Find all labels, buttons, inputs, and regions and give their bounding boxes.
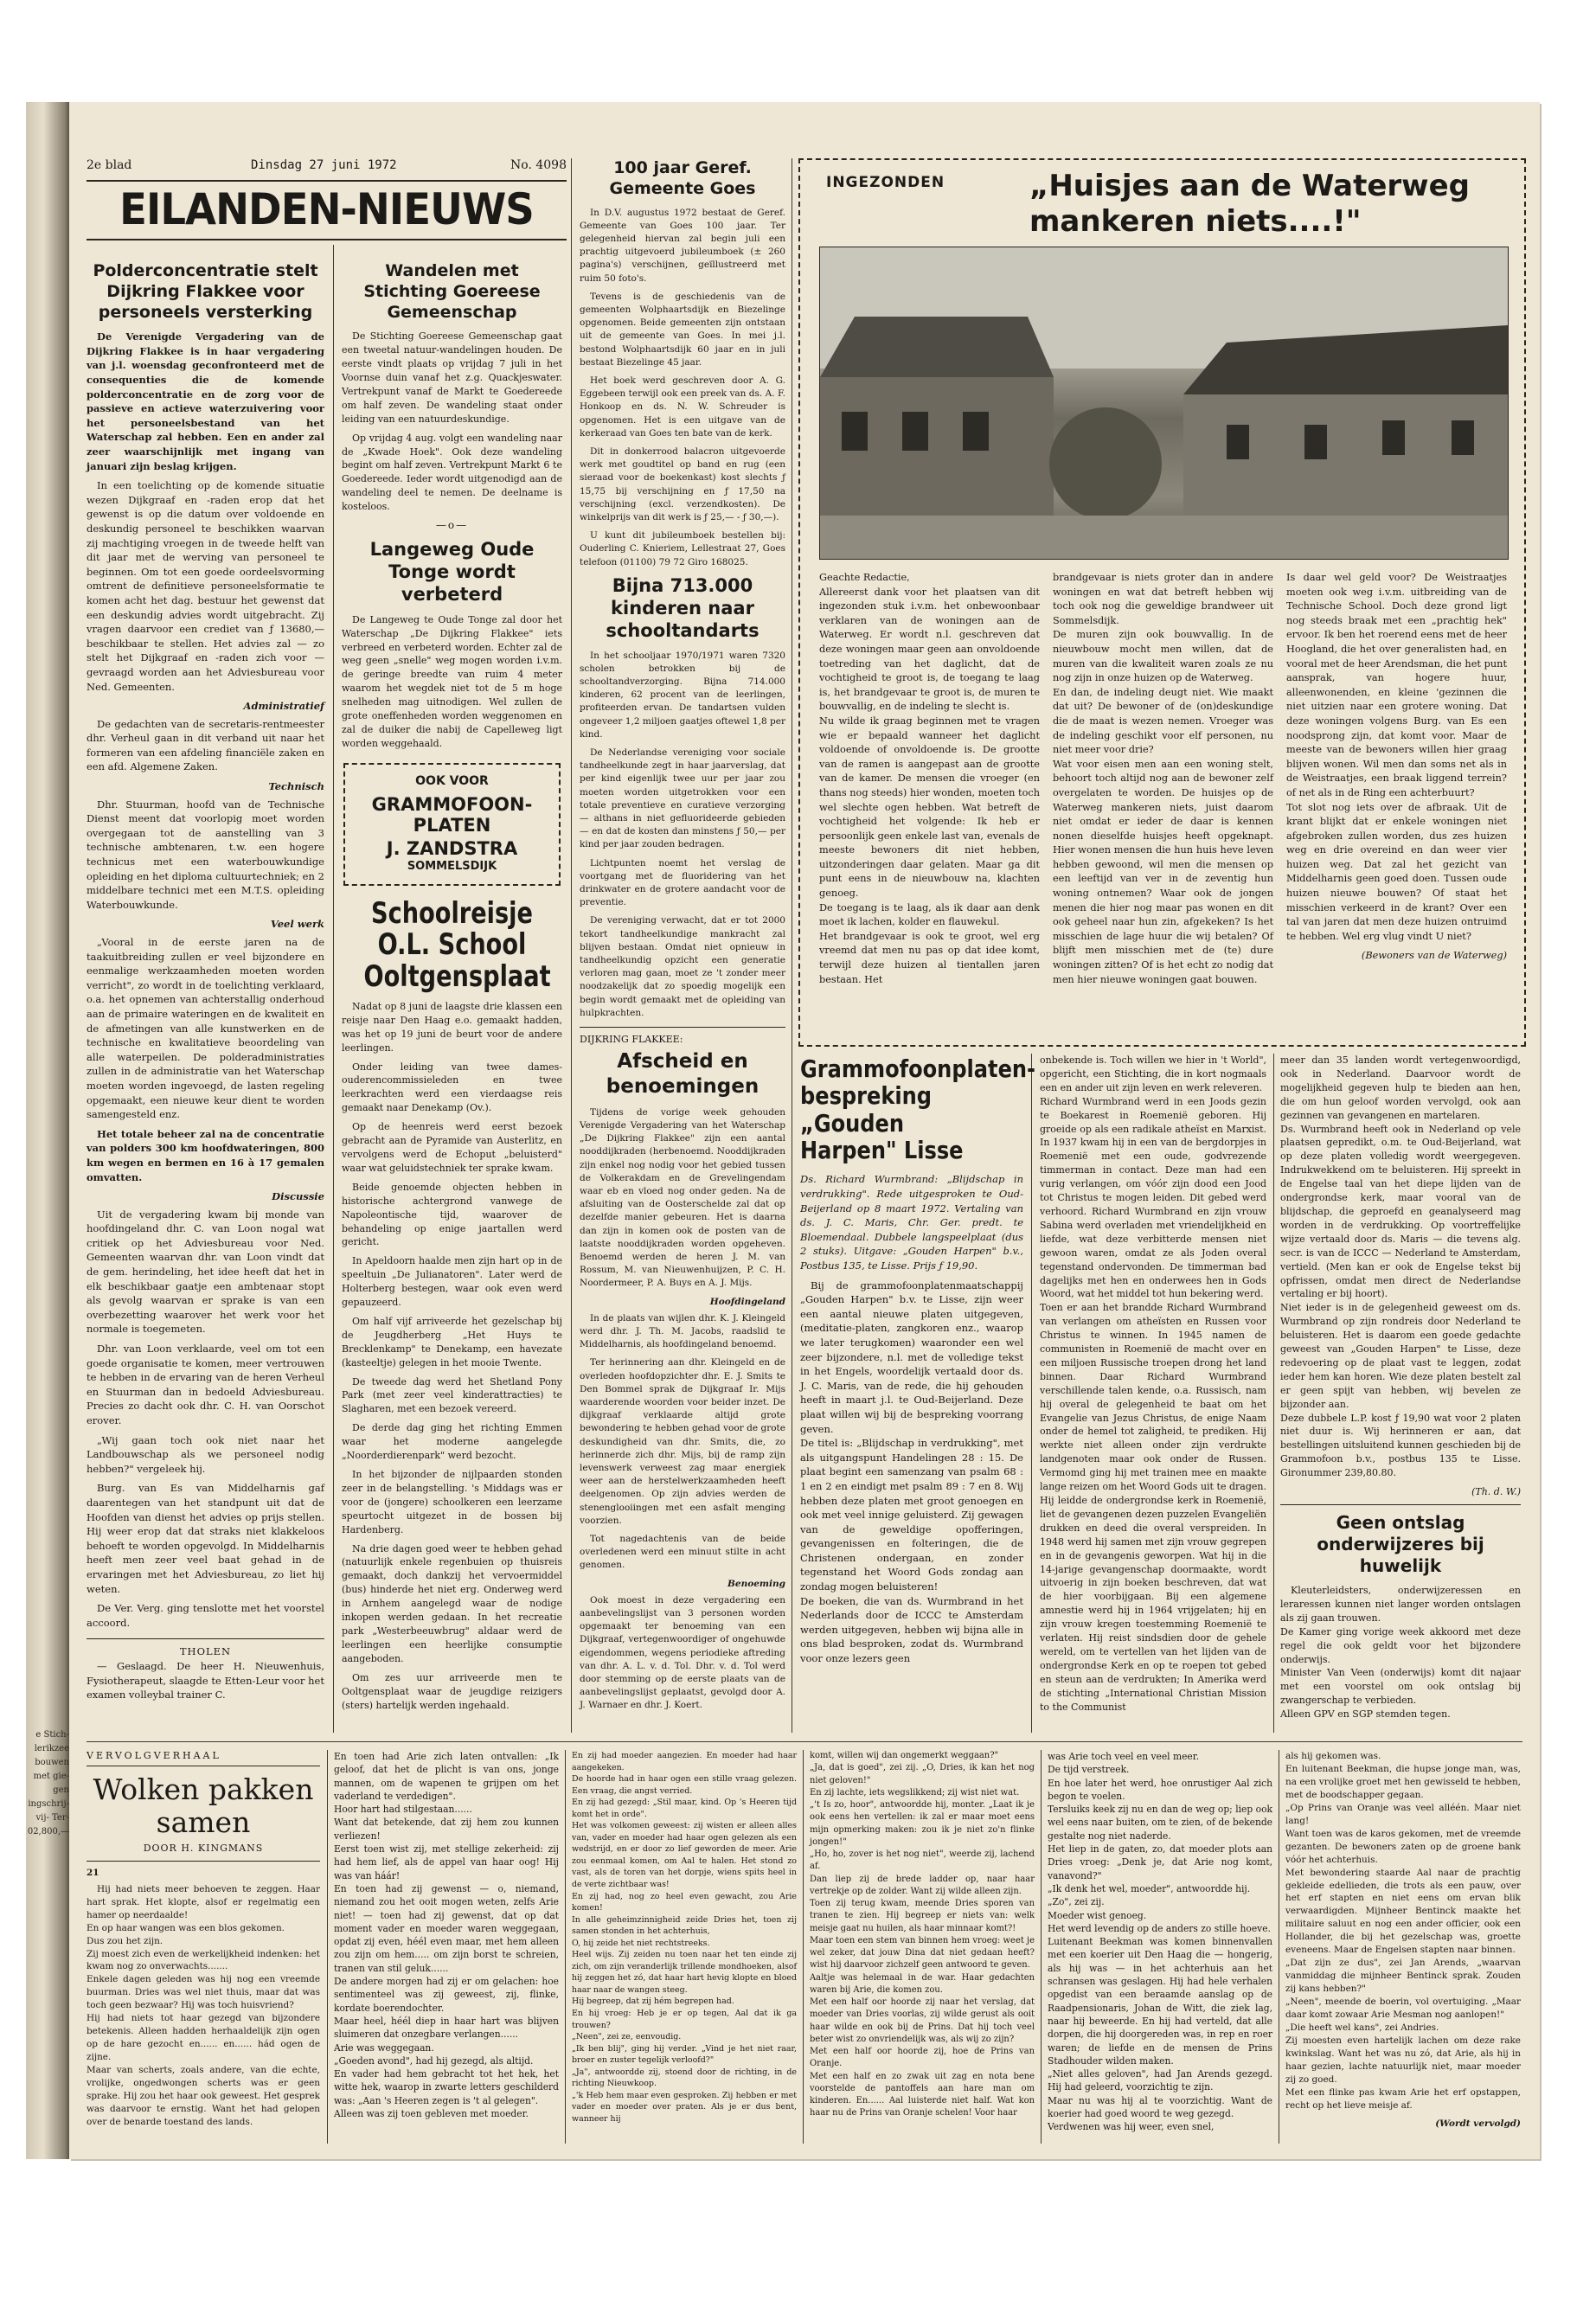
column-rule [327,1750,328,2144]
headline-grammofoon: Grammofoonplaten-bespreking „Gouden Harpen" Lisse [800,1054,1036,1165]
article-paragraph: Tijdens de vorige week gehouden Verenigde Vergadering van het Waterschap „De Dijkring Flakkee" zijn een aantal nooddijkraden (herbenoemd. Nooddijkraden zijn enkel nog nodig voor het gebied tussen de Volkerakdam en de Grevelingendam waar eb en vloed nog onder geden. Na de afsluiting van de Oosterschelde zal dat op dezelfde manier gebeuren. Het is daarna dan zijn in komen ook de posten van de laatste nooddijkraden worden opgeheven. Benoemd werden de heren J. M. van Rossum, M. van Nieuwenhuijzen, P. C. H. Noordermeer, P. A. Buys en A. J. Mijs. [580,1106,785,1289]
article-paragraph: De Stichting Goereese Gemeenschap gaat een tweetal natuur-wandelingen houden. De eerste vindt plaats op vrijdag 7 juli in het Voornse duin vanaf het z.g. Quackjeswater. Vertrekpunt vanaf de Markt te Goedereede om half zeven. De wandeling staat onder leiding van een natuurdeskundige. [342,330,562,425]
ad-line: SOMMELSDIJK [407,859,497,873]
article-paragraph: Beide genoemde objecten hebben in historische achtergrond vanwege de Napoleontische tijd, waarover de behandeling op enige jaartallen werd gericht. [342,1181,562,1248]
binding-line: 02,800,— [27,1827,69,1836]
review-text: Bij de grammofoonplatenmaatschappij „Gouden Harpen" b.v. te Lisse, zijn weer een aantal nieuwe platen uitgegeven, (meditatie-platen, zangkoren enz., waarop we later terugkomen) waaronder een wel zeer bijzondere, n.l. met de volledige tekst in het Engels, woordelijk vertaald door ds. J. C. Maris, van de rede, die hij gehouden heeft in maart j.l. te Oud-Beijerland. Deze plaat willen wij bij de bespreking voorrang geven. De titel is: „Blijdschap in verdrukking", met als uitgangspunt Handelingen 28 : 15. De plaat begint een samenzang van psalm 68 : 1 en 2 en eindigt met psalm 89 : 7 en 8. Wij hebben deze platen met groot genoegen en ook met veel innige geluisterd. Zij gewagen van de geweldige opofferingen, gevangenissen en folteringen, die de Christenen ondergaan, en zonder tegenstand het Woord Gods zondag aan zondag mogen beluisteren! De boeken, die van ds. Wurmbrand in het Nederlands door de ICCC te Amsterdam werden uitgegeven, hebben wij bijna alle in ons blad besproken, zodat ds. Wurmbrand voor onze lezers geen [800,1279,1023,1665]
serial-col-4 [810,1750,1035,2125]
subhead-benoeming: Benoeming [727,1578,785,1589]
subhead-technisch: Technisch [268,780,324,793]
ingezonden-col-3 [1286,571,1507,969]
article-paragraph: Kleuterleidsters, onderwijzeressen en leraressen kunnen niet langer worden ontslagen als zij gaan trouwen. De Kamer ging vorige week akkoord met deze regel die ook geldt voor het bijzondere onderwijs. Minister Van Veen (onderwijs) komt dit najaar met een voorstel om ook ontslag bij zwangerschap te verbieden. Alleen GPV en SGP stemden tegen. [1280,1585,1521,1721]
headline-wandelen: Wandelen met Stichting Goereese Gemeenschap [363,261,541,322]
binding-line: vij- Ter- [35,1813,69,1823]
review-text: meer dan 35 landen wordt vertegenwoordigd, ook in Nederland. Daarvoor wordt de mogelijkheid gegeven hulp te bieden aan hen, die om hun geloof worden vervolgd, ook aan gezinnen van gevangenen en martelaren. Ds. Wurmbrand heeft ook in Nederland op vele plaatsen gepredikt, o.m. te Oud-Beijerland, wat op deze platen volledig wordt weergegeven. Indrukwekkend om te beluisteren. Hij spreekt in de Engelse taal van het diepe lijden van de ondergrondse kerk, maar vooral van de blijdschap, die geproefd en geanalyseerd mag worden in de verdrukking. Op voortreffelijke wijze vertaald door ds. Maris — die tevens alg. secr. is van de ICCC — Nederland te Amsterdam, vertield. (Men kan er ook de Engelse tekst bij opfrissen, omdat men direct de Nederlandse vertaling er bij hoort). Niet ieder is in de gelegenheid geweest om ds. Wurmbrand op zijn rondreis door Nederland te beluisteren. Het is daarom een goede gedachte geweest van „Gouden Harpen" te Lisse, deze redevoering op de plaat vast te leggen, zodat ieder hem kan horen. Wie deze platen bestelt zal er geen spijt van hebben, wij bevelen ze bijzonder aan. Deze dubbele L.P. kost ƒ 19,90 wat voor 2 platen niet duur is. Wij herinneren er aan, dat bestellingen uitsluitend kunnen geschieden bij de Grammofoon b.v., postbus 135 te Lisse. Gironummer 239,80.80. [1280,1054,1521,1479]
column-3 [580,158,785,1718]
section-rule [87,1638,324,1639]
tholen-heading: THOLEN [179,1645,232,1658]
serial-text: komt, willen wij dan ongemerkt weggaan?" „Ja, dat is goed", zei zij. „O, Dries, ik kan het nog niet geloven!" En zij lachte, iets wegslikkend; zij wist niet wat. „'t Is zo, hoor", antwoordde hij, monter. „Laat ik je ook eens hen vertellen: ik zal er maar moet eens mijn opmerking maken: zou ik je niet zo'n flinke jongen!" „Ho, ho, zover is het nog niet", weerde zij, lachend af. Dan liep zij de brede ladder op, naar haar vertrekje op de zolder. Want zij wilde alleen zijn. Toen zij terug kwam, meende Dries sporen van tranen te zien. Hij begreep er niets van: welk meisje gaat nu huilen, als haar minnaar komt?! Maar toen een stem van binnen hem vroeg: weet je wel zeker, dat jouw Dina dat niet gedaan heeft? wist hij daarvoor zichzelf geen antwoord te geven. Aaltje was helemaal in de war. Haar gedachten waren bij Arie, die komen zou. Met een half oor hoorde zij naar het verslag, dat moeder van Dries voorlas, zij wilde gerust als ooit haar wilde en ook bij de Prins. Dat hij toch veel beter wist zo onvriendelijk was, als wij zo zijn? Met een half oor hoorde zij, hoe de Prins van Oranje. Met een half en zo zwak uit zag en nota bene voorstelde de pantoffels aan hare man om kinderen. En...... Aal luisterde niet half. Wat kon haar nu de Prins van Oranje schelen! Voor haar [810,1751,1035,2118]
article-paragraph: Tevens is de geschiedenis van de gemeenten Wolphaartsdijk en Biezelinge opgenomen. Beide gemeenten zijn ontstaan uit de gemeente van Goes. In mei j.l. bestond Wolphaartsdijk 60 jaar en in juli bestaat Biezelinge 45 jaar. [580,291,785,368]
letter-text: Geachte Redactie, Allereerst dank voor het plaatsen van dit ingezonden stuk i.v.m. het onbewoonbaar verklaren van de woningen aan de Waterweg. Er wordt n.l. geschreven dat deze woningen maar geen aan onvoldoende toetreding van het daglicht, dat de vochtigheid te groot is, de toegang te laag is, het brandgevaar te groot is, de muren te bouwvallig, en de indeling te slecht is. Nu wilde ik graag beginnen met te vragen wie er bepaald wanneer het daglicht voldoende of onvoldoende is. De grootte van de ramen is aangepast aan de grootte van de kamer. De mensen die vroeger (en thans nog steeds) hier wonden, moeten toch wel slechte ogen hebben. Wat betreft de vochtigheid het volgende: Ik heb er persoonlijk geen enkele last van, evenals de meeste bewoners dit niet hebben, uitzonderingen daar gelaten. Maar ga dit punt eens in de nieuwbouw na, klachten genoeg. De toegang is te laag, als ik daar aan denk moet ik lachen, kolder en flauwekul. Het brandgevaar is ook te groot, wel erg vreemd dat men nu pas op dat idee komt, terwijl deze huizen al tientallen jaren bestaan. Het [819,572,1040,985]
lead-paragraph: De Verenigde Vergadering van de Dijkring Flakkee is in haar vergadering van j.l. woensdag geconfronteerd met de consequenties die de komende polderconcentratie en de zorg voor de passieve en actieve waterzuivering voor het personeelsbestand van het Waterschap zal hebben. Een en ander zal zeer waarschijnlijk met ingang van januari zijn beslag krijgen. [87,330,324,472]
article-paragraph: Uit de vergadering kwam bij monde van hoofdingeland dhr. C. van Loon nogal wat critiek op het Adviesbureau voor Ned. Gemeenten waarvan dhr. van Loon vindt dat de gem. herindeling, het idee heeft dat het in elk beschikbaar gaatje een ambtenaar stopt als gevolg waarvan er sprake is van een overbezetting waarover het werk voor het normale is toegemeten. [87,1208,324,1336]
serial-continued: (Wordt vervolgd) [1435,2118,1521,2129]
binding-line: e Stich- [35,1730,69,1740]
article-paragraph: „Vooral in de eerste jaren na de taakuitbreiding zullen er veel bijzondere en eenmalige werkzaamheden moeten worden verricht", zo wordt in de toelichting verklaard, o.a. het opnemen van achterstallig onderhoud aan de primaire wateringen en de kwaliteit en de afmetingen van alle kunstwerken en de technische en kwalitatieve beoordeling van alle waterpeilen. De polderadministraties zullen in de administratie van het Waterschap moeten worden ingevoegd, de lasten regeling opgemaakt, een nieuwe keur dient te worden samengesteld enz. [87,936,324,1121]
photo-window [1452,420,1474,455]
photo-illustration [820,247,1508,559]
column-rule [803,1750,804,2144]
binding-line: gen [53,1785,69,1795]
dijkring-label: DIJKRING FLAKKEE: [580,1034,683,1046]
article-paragraph: Tot nagedachtenis van de beide overledenen werd een minuut stilte in acht genomen. [580,1534,785,1571]
serial-author: DOOR H. KINGMANS [143,1842,264,1854]
article-paragraph: Om zes uur arriveerde men te Ooltgensplaat waar de jeugdige reizigers (sters) hartelijk werden ingehaald. [342,1671,562,1711]
headline-langeweg: Langeweg Oude Tonge wordt verbeterd [369,538,535,606]
subhead-discussie: Discussie [272,1190,324,1203]
ad-line: J. ZANDSTRA [386,837,518,859]
photo-tree [1049,407,1162,520]
article-bold-line: Het totale beheer zal na de concentratie van polders 300 km hoofdwateringen, 800 km wegen en bermen en 16 à 17 gemalen omvatten. [87,1127,324,1183]
advertisement-zandstra [343,763,561,886]
article-paragraph: De vereniging verwacht, dat er tot 2000 tekort tandheelkundige mankracht zal blijven bestaan. Omdat niet opnieuw in tandheelkundig opzicht een generatie verloren mag gaan, moet ze 't zonder meer noodzakelijk dat zo spoedig mogelijk een begin wordt gemaakt met de opleiding van hulpkrachten. [580,915,785,1018]
page-binding [26,102,69,2159]
article-paragraph: Lichtpunten noemt het verslag de voortgang met de fluoridering van het drinkwater en de grotere aandacht voor de preventie. [580,857,785,908]
grammo-col-1 [800,1054,1036,1671]
article-paragraph: In een toelichting op de komende situatie wezen Dijkgraaf en -raden erop dat het gewenst is op die datum over voldoende en deskundig personeel te beschikken waarvan zij machtiging vroegen in de tweede helft van dit jaar met de werving van personeel te beginnen. Om tot een goede oordeelsvorming omtrent de definitieve personeelsformatie te komen acht het dag. bestuur het gewenst dat een deskundig advies wordt uitgebracht. Zij vragen daarvoor een crediet van ƒ 13680,— beschikbaar te stellen. Het advies zal — zo stelt het Dijkgraaf en -raden zich voor — gevraagd worden aan het Adviesbureau voor Ned. Gemeenten. [87,479,324,693]
grammo-col-2 [1040,1054,1266,1720]
section-rule [87,1741,1522,1742]
ingezonden-box [798,158,1526,1047]
serial-col-2 [334,1750,559,2125]
scan-margin-top [0,0,1596,82]
column-rule [1031,1054,1032,1733]
serial-text: was Arie toch veel en veel meer. De tijd verstreek. En hoe later het werd, hoe onrustiger Aal zich begon te voelen. Tersluiks keek zij nu en dan de weg op; liep ook wel eens naar buiten, om te zien, of de bekende gestalte nog niet naderde. Het liep in de gaten, zo, dat moeder plots aan Dries vroeg: „Denk je, dat Arie nog komt, vanavond?" „Ik denk het wel, moeder", antwoordde hij. „Zo", zei zij. Moeder wist genoeg. Het werd levendig op de anders zo stille hoeve. Luitenant Beekman was komen binnenvallen met een koerier uit Den Haag die — hongerig, als hij was — in het achterhuis aan het schransen was geslagen. Hij had hele verhalen opgedist van een beraamde aanslag op de Raadpensionaris, Johan de Witt, die ziek lag, naar hij beweerde. En hij had verteld, dat alle dorpen, die hij doorgereden was, in rep en roer waren; de liefde en de mensen de Prins Stadhouder wilden maken. „Niet alles geloven", had Jan Arends gezegd. Hij had geleerd, voorzichtig te zijn. Maar nu was hij al te voorzichtig. Want de koerier had goed woord te weg gezegd. Verdwenen was hij weer, even snel, [1048,1751,1272,2133]
headline-schoolreisje: Schoolreisje O.L. School Ooltgensplaat [363,895,551,995]
article-paragraph: Burg. van Es van Middelharnis gaf daarentegen van het standpunt uit dat de Hoofden van dienst het advies op prijs stellen. Hij weer erop dat dat straks niet klakkeloos behoeft te worden opgevolgd. In Middelharnis heeft men zeer veel baat gehad in de ervaringen met het Adviesbureau, zo liet hij weten. [87,1482,324,1595]
column-rule [1273,1054,1274,1733]
serial-number: 21 [87,1867,99,1878]
binding-slip-text [26,1728,69,1839]
article-paragraph: De derde dag ging het richting Emmen waar het moderne aangelegde „Noorderdierenpark" werd bezocht. [342,1422,562,1462]
photo-window [1382,420,1405,455]
ingezonden-label: INGEZONDEN [826,174,945,191]
masthead-page: 2e blad [87,158,132,172]
section-rule [1280,1504,1521,1505]
article-paragraph: De Nederlandse vereniging voor sociale tandheelkunde zegt in haar jaarverslag, dat per kind eigenlijk twee uur per jaar zou moeten worden uitgetrokken voor een totale preventieve en curatieve verzorging — althans in niet gefluorideerde gebieden — en dat de kosten dan minstens ƒ 50,— per kind per jaar zouden bedragen. [580,747,785,850]
serial-text: als hij gekomen was. En luitenant Beekman, die hupse jonge man, was, na een vrolijke groet met hen gewisseld te hebben, met de boodschapper gegaan. „Op Prins van Oranje was veel alléén. Maar niet lang! Want toen was de karos gekomen, met de vreemde gezanten. De bewoners zaten op de groene bank vóór het achterhuis. Met bewondering staarde Aal naar de prachtig gekleide edellieden, die trots als een pauw, over het erf stapten en niet eens om ervan blik verwaardigden. Mijnheer Bentinck maakte het militaire saluut en nog een ander officier, ook een Hollander, die bij het gezelschap was, groette eveneens. Maar de Engelsen stapten naar binnen. „Dat zijn ze dus", zei Jan Arends, „waarvan vanmiddag die mijnheer Bentinck sprak. Zouden zij kans hebben?" „Neen", meende de boerin, vol overtuiging. „Maar daar komt zowaar Arie Mesman nog aanlopen!" „Die heeft wel kans", zei Andries. Zij moesten even hartelijk lachen om deze rake kwinkslag. Want het was nu zó, dat Arie, als hij in haar gezien, lachte natuurlijk niet, maar moeder zij zo goed. Met een flinke pas kwam Arie het erf opstappen, recht op het lieve meisje af. [1285,1751,1521,2111]
serial-text: En zij had moeder aangezien. En moeder had haar aangekeken. De hoorde had in haar ogen een stille vraag gelezen. Een vraag, die angst verried. En zij had gezegd: „Stil maar, kind. Op 's Heeren tijd komt het in orde". Het was volkomen geweest: zij wisten er alleen alles van, vader en moeder had haar ogen gelezen als een wedstrijd, en er door zo lief geworden de meer. Arie zou eenmaal komen, om Aal te halen. Het stond zo vast, als de toren van het dorpje, wiens spits heel in de verte zichtbaar was! En zij had, nog zo heel even gewacht, zou Arie komen! In alle geheimzinnigheid zeide Dries het, toen zij samen stonden in het achterhuis, O, hij zeide het niet rechtstreeks. Heel wijs. Zij zeiden nu toen naar het ten einde zij zich, om zijn veranderlijk trillende mondhoeken, alsof hij zeggen het zó, dat haar hart hevig klopte en bloed haar naar de wangen steeg. Hij begreep, dat zij hém begrepen had. En hij vroeg: Heb je er op tegen, Aal dat ik ga trouwen? „Neen", zei ze, eenvoudig. „Ik ben blij", ging hij verder. „Vind je het niet raar, broer en zuster tegelijk verloofd?" „Ja", antwoordde zij, stoend door de richting, in de richting Nieuwkoop. „'k Heb hem maar even gesproken. Zij hebben er met vader en moeder over praten. Als je er dus bent, wanneer hij [572,1751,797,2124]
article-separator: —o— [435,519,469,532]
photo-window [1227,425,1249,459]
article-paragraph: U kunt dit jubileumboek bestellen bij: Ouderling C. Knieriem, Lellestraat 27, Goes telefoon (01100) 79 72 Giro 168025. [580,530,785,567]
newspaper-page [69,102,1540,2159]
article-paragraph: In het schooljaar 1970/1971 waren 7320 scholen betrokken bij de schooltandverzorging. Bijna 714.000 kinderen, 62 procent van de leerlingen, profiteerden ervan. De tandartsen vulden ongeveer 1,2 miljoen gaatjes oftewel 1,8 per kind. [580,650,785,740]
serial-text: En toen had Arie zich laten ontvallen: „Ik geloof, dat het de plicht is van ons, jonge mannen, om de wapenen te grijpen om het vaderland te verdedigen". Hoor hart had stilgestaan...... Want dat betekende, dat zij hem zou kunnen verliezen! Eerst toen wist zij, met stellige zekerheid: zij had hem lief, als de appel van haar oog! Hij was van háár! En toen had zij gewenst — o, niemand, niemand zou het ooit mogen weten, zelfs Arie niet! — toen had zij gewenst, dat op dat moment vader en moeder waren weggegaan, opdat zij even, héél even maar, met hem alleen zou zijn om hem..... om zijn borst te schreien, tranen van stil geluk...... De andere morgen had zij er om gelachen: hoe sentimenteel was zij geweest, zij, flinke, kordate boerendochter. Maar heel, héél diep in haar hart was blijven sluimeren dat onzegbare verlangen...... Arie was weggegaan. „Goeden avond", had hij gezegd, als altijd. En vader had hem gebracht tot het hek, het witte hek, waarop in zwarte letters geschilderd was: „Aan 's Heeren zegen is 't al gelegen". Alleen was zij toen gebleven met moeder. [334,1751,559,2120]
article-paragraph: Ter herinnering aan dhr. Kleingeld en de overleden hoofdopzichter dhr. E. J. Smits te Den Bommel sprak de Dijkgraaf Ir. Mijs waarderende woorden voor beider inzet. De dijkgraaf verklaarde altijd grote bewondering te hebben gehad voor de grote deskundigheid van dhr. Smits, die, zo herinnerde zich dhr. Mijs, bij de ramp zijn levenswerk verweest zag maar energiek weer aan de herstelwerkzaamheden heeft deelgenomen. Op zijn advies werden de stenenglooiingen met een asfalt menging voorzien. [580,1357,785,1526]
masthead-issue: No. 4098 [510,158,567,172]
photo-window [963,412,989,451]
article-paragraph: Nadat op 8 juni de laagste drie klassen een reisje naar Den Haag e.o. gemaakt hadden, was het op 19 juni de beurt voor de andere leerlingen. [342,1000,562,1054]
section-rule [580,1027,785,1028]
article-paragraph: Dhr. Stuurman, hoofd van de Technische Dienst meent dat voorlopig moet worden overgegaan tot de aanstelling van 3 technische ambtenaren, t.w. een hogere technicus met een waterbouwkundige opleiding en het diploma cultuurtechniek; en 2 middelbare technici met een M.T.S. opleiding Waterbouwkunde. [87,798,324,911]
serial-col-3 [572,1750,797,2131]
column-2 [342,258,562,1717]
binding-line: met gie- [33,1772,69,1781]
article-paragraph: Ook moest in deze vergadering een aanbevelingslijst van 3 personen worden opgemaakt ter benoeming van een Dijkgraaf, vertegenwoordiger of ongehuwde eigendommen, wegens periodieke aftreding van dhr. A. L. v. d. Tol. Dhr. v. d. Tol werd door stemming op de eerste plaats van de aanbevelingslijst geplaatst, gevolgd door A. J. Warnaer en dhr. J. Koert. [580,1594,785,1711]
masthead-title: EILANDEN-NIEUWS [119,184,534,234]
article-paragraph: Op vrijdag 4 aug. volgt een wandeling naar de „Kwade Hoek". Ook deze wandeling begint om half zeven. Vertrekpunt Markt 6 te Goedereede. Ieder wordt uitgenodigd aan de wandeling deel te nemen. De deelname is kosteloos. [342,432,562,513]
article-paragraph: Op de heenreis werd eerst bezoek gebracht aan de Pyramide van Austerlitz, en vervolgens werd de Echoput „beluisterd" waar wat geluidstechniek ter sprake kwam. [342,1121,562,1174]
article-paragraph: In de plaats van wijlen dhr. K. J. Kleingeld werd dhr. J. Th. M. Jacobs, raadslid te Middelharnis, als hoofdingeland benoemd. [580,1312,785,1350]
serial-text: Hij had niets meer behoeven te zeggen. Haar hart sprak. Het klopte, alsof er regelmatig een hamer op neerdaalde! En op haar wangen was een blos gekomen. Dus zou het zijn. Zij moest zich even de werkelijkheid indenken: het kwam nog zo onverwachts....... Enkele dagen geleden was hij nog een vreemde buurman. Dries was wel niet thuis, maar dat was toch geen bezwaar? Hij was toch huisvriend? Hij had niets tot haar gezegd van bijzondere betekenis. Alleen hadden herhaaldelijk zijn ogen op de hare gezocht en...... en...... hád ogen de zijne. Maar van scherts, zoals andere, van die echte, vrolijke, ongedwongen scherts was er geen sprake. Hij zou het haar ook geweest. Het gesprek was daarvoor te ernstig. Want het had gelopen over de benarde toestand des lands. [87,1883,320,2127]
subhead-administratief: Administratief [243,700,324,713]
serial-kicker: VERVOLGVERHAAL [87,1750,320,1766]
column-rule [565,1750,566,2144]
article-paragraph: Om half vijf arriveerde het gezelschap bij de Jeugdherberg „Het Huys te Brecklenkamp" te Denekamp, een havezate (kasteeltje) gelegen in het mooie Twente. [342,1315,562,1368]
ad-line: OOK VOOR [415,773,489,788]
column-rule [1041,1750,1042,2144]
review-meta: Ds. Richard Wurmbrand: „Blijdschap in verdrukking". Rede uitgesproken te Oud-Beijerland op 8 maart 1972. Vertaling van ds. J. C. Maris, Chr. Ger. predt. te Bloemendaal. Dubbele langspeelplaat (dus 2 stuks). Uitgave: „Gouden Harpen" b.v., Postbus 135, te Lisse. Prijs ƒ 19,90. [800,1173,1023,1272]
binding-line: ingschrij- [28,1799,69,1809]
photo-window [902,412,928,451]
article-paragraph: Na drie dagen goed weer te hebben gehad (natuurlijk enkele regenbuien op thuisreis gemaakt, doch dankzij het vervoermiddel (bus) hinderde het niet erg. Onderweg werd in Arnhem aangelegd waar de nodige inkopen werden gedaan. In het recreatie park „Westerbeeuwbrug" aldaar werd de leerlingen een heerlijke consumptie aangeboden. [342,1542,562,1664]
ingezonden-headline: „Huisjes aan de Waterweg mankeren niets....!" [1029,169,1470,239]
subhead-hoofdingeland: Hoofdingeland [709,1296,785,1307]
article-paragraph: Onder leiding van twee dames-ouderencommissieleden en twee leerkrachten werd een vierdaagse reis gemaakt naar Denekamp (Ov.). [342,1061,562,1114]
article-paragraph: Dhr. van Loon verklaarde, veel om tot een goede organisatie te komen, meer vertrouwen te hebben in de ervaring van de heren Verheul en Stuurman dan in bedoeld Adviesbureau. Precies zo dacht ook dhr. C. H. van Oorschot erover. [87,1343,324,1426]
review-signature: (Th. d. W.) [1471,1486,1521,1498]
letter-text: brandgevaar is niets groter dan in andere woningen en wat dat betreft hebben wij toch ook nog die geweldige brandweer uit Sommelsdijk. De muren zijn ook bouwvallig. In de nieuwbouw mocht men willen, dat de muren van die kwaliteit waren zoals ze nu nog zijn in onze huizen op de Waterweg. En dan, de indeling deugt niet. Wie maakt dat uit? De bewoner of de (on)deskundige die de maat is wezen nemen. Vroeger was de indeling geschikt voor elf personen, nu niet meer voor drie? Wat voor eisen men aan een woning stelt, behoort toch altijd nog aan de bewoner zelf overgelaten te worden. De huisjes op de Waterweg mankeren niets, juist daarom niet omdat er ieder de daar is kennen nonen dieselfde huisjes heeft opgeknapt. Hier wonen mensen die hun huis heve leven hebben gewoond, wil men die mensen op een leeftijd van ver in de zeventig hun woning ontnemen? Waar ook de jongen menen die hier nog maar pas wonen en dit ook geheel naar hun zin, afgekeken? Is het misschien de lage huur die wij betalen? Of blijft men misschien met de (te) dure woningen zitten? Of is het echt zo nodig dat men hier nieuwe woningen gaat bouwen. [1053,572,1273,985]
masthead-box [87,180,567,240]
headline-afscheid: Afscheid en benoemingen [606,1050,760,1098]
headline-schooltandarts: Bijna 713.000 kinderen naar schooltandarts [606,574,760,642]
serial-col-6 [1285,1750,1521,2136]
letter-signature: (Bewoners van de Waterweg) [1361,950,1507,962]
photo-waterweg-houses [819,247,1509,560]
column-rule [333,245,334,1733]
article-paragraph: In het bijzonder de nijlpaarden stonden zeer in de belangstelling. 's Middags was er voor de (jongere) schoolkeren een leerzame speurtocht uitgezet in de bossen bij Hardenberg. [342,1469,562,1535]
ingezonden-col-2 [1053,571,1273,992]
serial-col-5 [1048,1750,1272,2139]
ingezonden-col-1 [819,571,1040,992]
masthead-date: Dinsdag 27 juni 1972 [251,158,397,172]
article-paragraph: Het boek werd geschreven door A. G. Eggebeen terwijl ook een preek van ds. A. F. Honkoop en ds. N. W. Schreuder is opgenomen. Het is een uitgave van de kerkeraad van Goes ten bate van de kerk. [580,375,785,439]
article-paragraph: In Apeldoorn haalde men zijn hart op in de speeltuin „De Julianatoren". Later werd de Holterberg bestegen, waar ook even werd gepauzeerd. [342,1255,562,1309]
column-1 [87,258,324,1708]
serial-rule [87,1861,320,1862]
photo-window [1304,425,1327,459]
article-paragraph: „Wij gaan toch ook niet naar het Landbouwschap als we personeel nodig hebben?" vergeleek hij. [87,1433,324,1475]
subhead-veel-werk: Veel werk [270,918,324,931]
column-rule [571,158,572,1733]
photo-street [820,516,1508,559]
headline-polderconcentratie: Polderconcentratie stelt Dijkring Flakkee voor personeels versterking [93,261,318,322]
binding-line: lerikzee [34,1744,69,1753]
photo-roof [820,317,1054,377]
article-paragraph: De Ver. Verg. ging tenslotte met het voorstel accoord. [87,1602,324,1629]
article-paragraph: De tweede dag werd het Shetland Pony Park (met zeer veel kinderattracties) te Slagharen, met een bezoek vereerd. [342,1375,562,1415]
article-paragraph: De gedachten van de secretaris-rentmeester dhr. Verheul gaan in dit verband uit naar het formeren van een afdeling financiële zaken en een afd. Algemene Zaken. [87,717,324,773]
serial-title: Wolken pakken samen [93,1772,314,1839]
letter-text: Is daar wel geld voor? De Weistraatjes moeten ook weg i.v.m. uitbreiding van de Technische School. Doch deze grond ligt nog steeds braak met een „prachtig hek" ervoor. Ik ben het roerend eens met de heer Hoogland, die het over generalisten had, en vooral met de heer Arendsman, die het punt aansprak, van hogere huur, alleenwonenden, en kleine 'gezinnen die niet uitzien naar een grotere woning. Dat deze woningen volgens Burg. van Es een noodsprong zijn, dat komt voor. Maar de meeste van de bewoners willen hier graag blijven wonen. Wil men dan soms net als in de Weistraatjes, een braak liggend terrein? of net als in de Ring een achterbuurt? Tot slot nog iets over de afbraak. Uit de krant blijkt dat er enkele woningen niet afgebroken zullen worden, dus zes huizen weg en drie overeind en dan weer vier huizen weg. Dat zal het gezicht van Middelharnis geen goed doen. Tussen oude huizen nieuwe bouwen? Of staat het misschien verkeerd in de krant? Over een tal van jaren dat men deze huizen ontruimd te hebben. Wel erg vlug vindt U niet? [1286,572,1507,942]
ad-line: GRAMMOFOON-PLATEN [371,793,533,836]
serial-col-1 [87,1750,320,2134]
article-paragraph: In D.V. augustus 1972 bestaat de Geref. Gemeente van Goes 100 jaar. Ter gelegenheid hiervan zal begin juli een prachtig uitgevoerd jubileumboek (± 260 pagina's) verschijnen, geïllustreerd met ruim 50 foto's. [580,207,785,284]
headline-geen-ontslag: Geen ontslag onderwijzeres bij huwelijk [1317,1512,1484,1576]
binding-line: bouwen [35,1758,69,1767]
article-paragraph: De Langeweg te Oude Tonge zal door het Waterschap „De Dijkring Flakkee" iets verbreed en verbeterd worden. Echter zal de weg geen „snelle" weg mogen worden i.v.m. de geringe breedte van ruim 4 meter waarom het wegdek niet tot de 5 m hoge snelheden mag uitnodigen. Wel zullen de grote oneffenheden worden weggenomen en zal de duiker die nabij de Capelleweg ligt worden weggehaald. [342,613,562,749]
article-paragraph: — Geslaagd. De heer H. Nieuwenhuis, Fysiotherapeut, slaagde te Etten-Leur voor het examen volleybal trainer C. [87,1659,324,1702]
grammo-col-3 [1280,1054,1521,1727]
review-text: onbekende is. Toch willen we hier in 't World", opgericht, een Stichting, die in kort nogmaals een en ander uit zijn leven en werk releveren. Richard Wurmbrand werd in een Joods gezin te Boekarest in Roemenië geboren. Hij groeide op als een radikale atheïst en Marxist. In 1937 kwam hij in een van de bergdorpjes in Roemenië met een oude, godvrezende timmerman in contact. Deze man had een vurig verlangen, om vóór zijn dood een Jood tot Christus te mogen leiden. Dit gebed werd verhoord. Richard Wurmbrand en zijn vrouw Sabina werd overladen met vriendelijkheid en liefde, wat deze verbitterde mensen niet gewoon waren, omdat ze als Joden overal tegenstand ondervonden. De timmerman bad dagelijks met hen en onderwees hen in Gods Woord, wat het middel tot hun bekering werd. Toen er aan het brandde Richard Wurmbrand van verlangen om atheïsten en Russen voor Christus te winnen. In 1945 namen de communisten in Roemenië de macht over en een miljoen Russische troepen drong het land binnen. Daar Richard Wurmbrand verschillende talen kende, o.a. Russisch, nam hij overal de gelegenheid te baat om het Evangelie van Jezus Christus, de enige Naam onder de hemel tot zaligheid, te prediken. Hij werkte niet alleen onder zijn verdrukte landgenoten maar ook onder de Russen. Vermomd ging hij met trainen mee en maakte lange reizen om het Woord Gods uit te dragen. Hij leidde de ondergrondse kerk in Roemenië, liet de gevangenen dezen puzzelen Evangeliën drukken en deed die overal verspreiden. In 1948 werd hij samen met zijn vrouw gegrepen en in de gevangenis geworpen. Wat hij in die 14-jarige gevangenschap doormaakte, wordt uitvoerig in zijn boeken beschreven, dat wat de hier voorbijgaan. Bij een algemene amnestie werd hij in 1964 vrijgelaten; hij en zijn vrouw kregen toestemming Roemenië te verlaten. Hij reist sindsdien door de gehele wereld, om te vertellen van het lijden van de ondergrondse Kerk en op te roepen tot gebed en steun aan de verdrukten; In Amerika werd de stichting „International Christian Mission to the Communist [1040,1054,1266,1713]
article-paragraph: Dit in donkerrood balacron uitgevoerde werk met goudtitel op band en rug (een sieraad voor de boekenkast) kost slechts ƒ 15,75 bij verschijning en ƒ 17,50 na verschijning (excl. verzendkosten). De winkelprijs van dit werk is ƒ 25,— - ƒ 30,—). [580,445,785,522]
headline-geref-goes: 100 jaar Geref. Gemeente Goes [609,158,756,198]
photo-window [842,412,868,451]
